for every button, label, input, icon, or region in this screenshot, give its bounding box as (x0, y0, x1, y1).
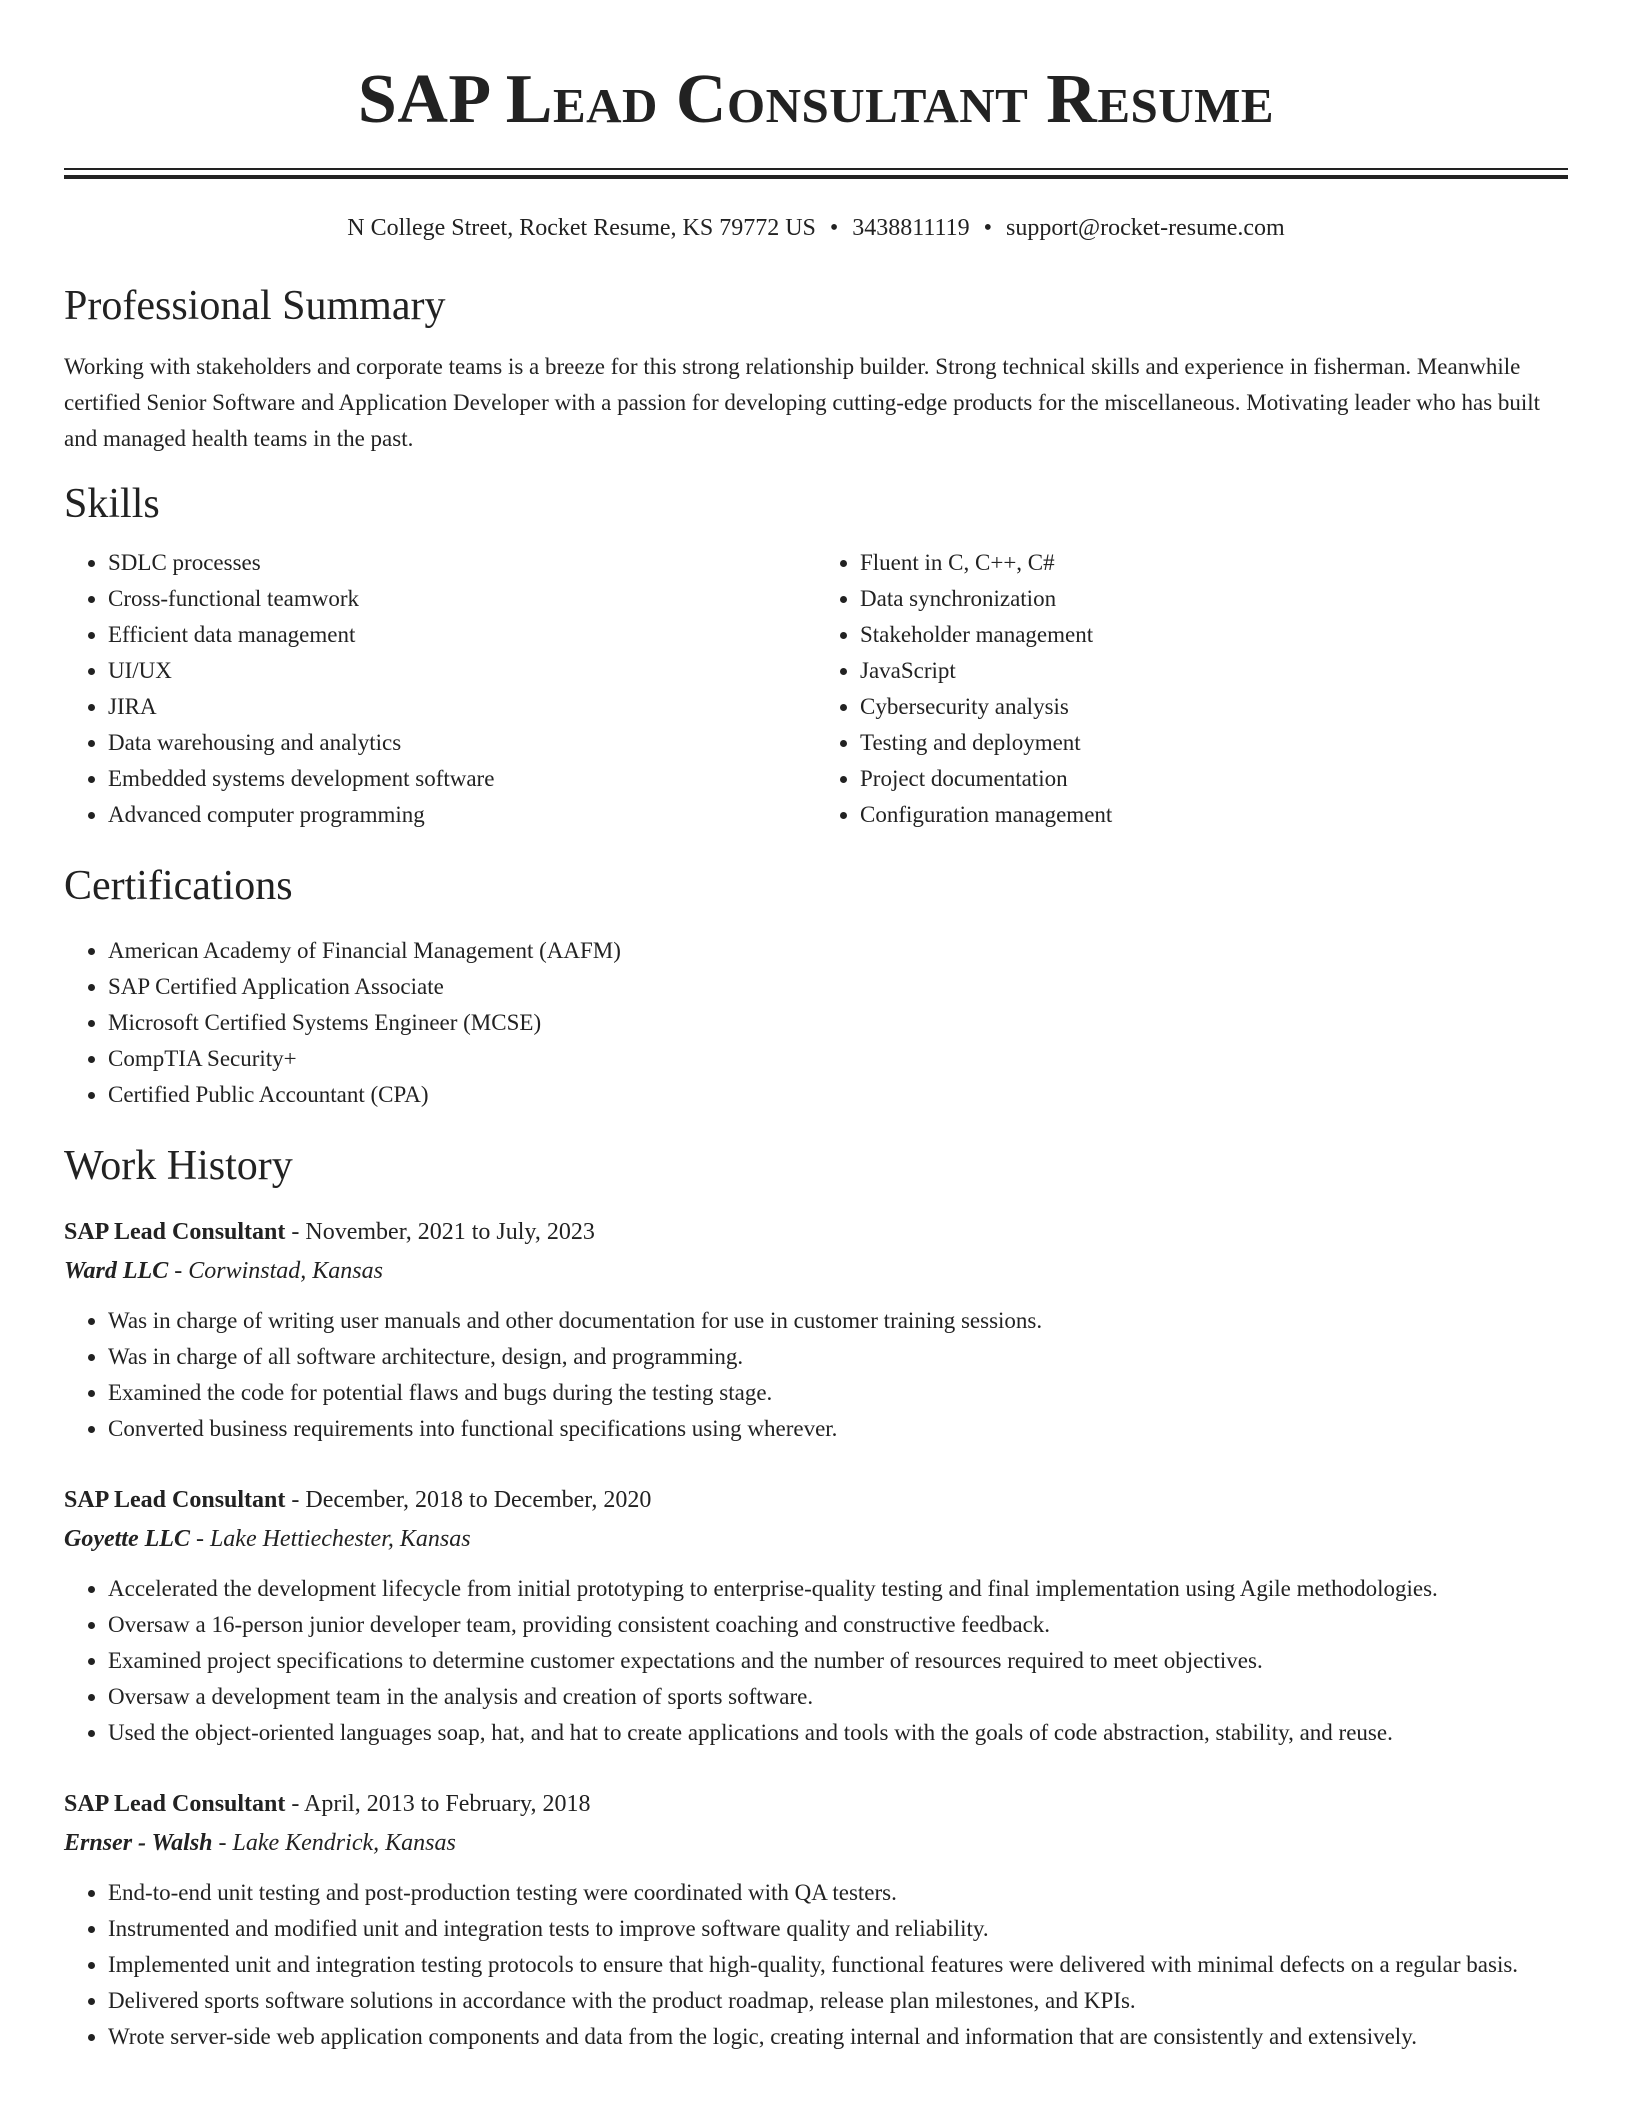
job-bullet: • Was in charge of all software architecture, design, and programming. (108, 1339, 1568, 1375)
job-location: - Lake Hettiechester, Kansas (189, 1526, 471, 1552)
job-bullet: • Implemented unit and integration testing protocols to ensure that high-quality, functional features were delivered with minimal defects on a regular basis. (108, 1947, 1568, 1983)
job-bullet: • Examined project specifications to determine customer expectations and the number of resources required to meet objectives. (108, 1643, 1568, 1679)
resume-page (64, 0, 1568, 2055)
job-role: SAP Lead Consultant (64, 1487, 286, 1513)
job-dates: - November, 2021 to July, 2023 (285, 1219, 595, 1245)
skill-item: • SDLC processes (108, 545, 816, 581)
job-title-line (64, 1213, 1568, 1251)
job-bullet: • Was in charge of writing user manuals and other documentation for use in customer training sessions. (108, 1303, 1568, 1339)
job-bullet: • Accelerated the development lifecycle from initial prototyping to enterprise-quality testing and final implementation using Agile methodologies. (108, 1571, 1568, 1607)
skill-item: • Configuration management (860, 797, 1568, 833)
title-divider (64, 168, 1568, 179)
job-bullet: • Examined the code for potential flaws and bugs during the testing stage. (108, 1375, 1568, 1411)
job-dates: - April, 2013 to February, 2018 (285, 1791, 591, 1817)
job-entry (64, 1481, 1568, 1751)
job-company-line (64, 1823, 1568, 1863)
skill-item: • Cybersecurity analysis (860, 689, 1568, 725)
work-history-heading: Work History (64, 1143, 293, 1189)
certifications-heading: Certifications (64, 863, 293, 909)
job-company: Goyette LLC (64, 1526, 190, 1552)
skill-item: • JavaScript (860, 653, 1568, 689)
job-company-line (64, 1519, 1568, 1559)
job-company: Ward LLC (64, 1258, 169, 1284)
skill-item: • Data warehousing and analytics (108, 725, 816, 761)
skill-item: • Stakeholder management (860, 617, 1568, 653)
job-role: SAP Lead Consultant (64, 1791, 286, 1817)
certifications-list (64, 933, 1568, 1113)
contact-separator: • (829, 215, 839, 241)
contact-email: support@rocket-resume.com (1006, 215, 1285, 241)
skill-item: • Project documentation (860, 761, 1568, 797)
skills-list-right (816, 545, 1568, 833)
job-company-line (64, 1251, 1568, 1291)
skills-heading: Skills (64, 481, 160, 527)
summary-text: Working with stakeholders and corporate teams is a breeze for this strong relationship builder. Strong technical skills and experience in fisherman. Meanwhile certified Senior Software and Application Developer with a passion for developing cutting-edge products for the miscellaneous. Motivating leader who has built and managed health teams in the past. (64, 354, 1541, 451)
job-bullet: • Wrote server-side web application components and data from the logic, creating internal and information that are consistently and extensively. (108, 2019, 1568, 2055)
job-location: - Lake Kendrick, Kansas (212, 1830, 456, 1856)
contact-address: N College Street, Rocket Resume, KS 79772 US (347, 215, 816, 241)
skills-list-left (64, 545, 816, 833)
job-bullet: • Delivered sports software solutions in accordance with the product roadmap, release plan milestones, and KPIs. (108, 1983, 1568, 2019)
job-bullet: • End-to-end unit testing and post-production testing were coordinated with QA testers. (108, 1875, 1568, 1911)
certification-item: • Microsoft Certified Systems Engineer (MCSE) (108, 1005, 1568, 1041)
certification-item: • Certified Public Accountant (CPA) (108, 1077, 1568, 1113)
skill-item: • Advanced computer programming (108, 797, 816, 833)
contact-separator: • (983, 215, 993, 241)
skill-item: • Efficient data management (108, 617, 816, 653)
resume-title: SAP Lead Consultant Resume (357, 61, 1275, 138)
job-bullet: • Used the object-oriented languages soap, hat, and hat to create applications and tools with the goals of code abstraction, stability, and reuse. (108, 1715, 1568, 1751)
contact-phone: 3438811119 (852, 215, 970, 241)
skill-item: • Data synchronization (860, 581, 1568, 617)
job-bullets (64, 1303, 1568, 1447)
job-role: SAP Lead Consultant (64, 1219, 286, 1245)
job-location: - Corwinstad, Kansas (168, 1258, 383, 1284)
skill-item: • Fluent in C, C++, C# (860, 545, 1568, 581)
skills-columns (64, 545, 1568, 833)
skill-item: • Testing and deployment (860, 725, 1568, 761)
job-bullet: • Instrumented and modified unit and integration tests to improve software quality and reliability. (108, 1911, 1568, 1947)
job-company: Ernser - Walsh (64, 1830, 213, 1856)
certification-item: • American Academy of Financial Management (AAFM) (108, 933, 1568, 969)
job-dates: - December, 2018 to December, 2020 (285, 1487, 652, 1513)
certification-item: • SAP Certified Application Associate (108, 969, 1568, 1005)
skill-item: • UI/UX (108, 653, 816, 689)
job-entry (64, 1785, 1568, 2055)
contact-line (64, 213, 1568, 243)
job-entry (64, 1213, 1568, 1447)
skill-item: • Cross-functional teamwork (108, 581, 816, 617)
job-bullets (64, 1571, 1568, 1751)
summary-heading: Professional Summary (64, 283, 446, 329)
skill-item: • Embedded systems development software (108, 761, 816, 797)
certification-item: • CompTIA Security+ (108, 1041, 1568, 1077)
job-title-line (64, 1481, 1568, 1519)
job-title-line (64, 1785, 1568, 1823)
job-bullet: • Converted business requirements into functional specifications using wherever. (108, 1411, 1568, 1447)
job-bullet: • Oversaw a 16-person junior developer team, providing consistent coaching and constructive feedback. (108, 1607, 1568, 1643)
job-bullet: • Oversaw a development team in the analysis and creation of sports software. (108, 1679, 1568, 1715)
job-bullets (64, 1875, 1568, 2055)
skill-item: • JIRA (108, 689, 816, 725)
